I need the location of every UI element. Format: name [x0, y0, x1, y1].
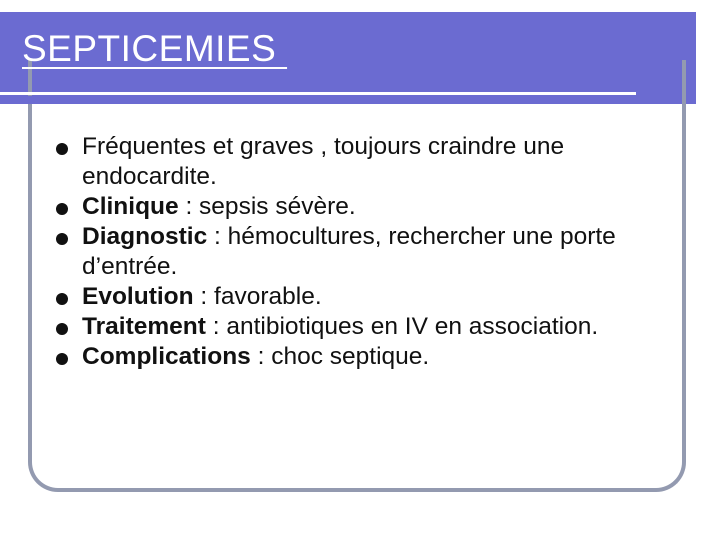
bullet-text: : sepsis sévère. [178, 193, 356, 220]
title-rule [0, 92, 636, 95]
title-rule-shadow [0, 96, 636, 104]
bullet-item [56, 192, 686, 222]
bullet-keyword: Diagnostic [82, 223, 208, 250]
bullet-keyword: Clinique [82, 193, 179, 220]
bullet-item [56, 312, 686, 342]
bullet-item [56, 342, 686, 372]
bullet-text: : hémocultures, rechercher une porte d’entrée. [82, 223, 616, 280]
bullet-keyword: Traitement [82, 313, 206, 340]
bullet-keyword: Complications [82, 343, 251, 370]
bullet-keyword: Evolution [82, 283, 194, 310]
bullet-item [56, 282, 686, 312]
bullet-dot-icon [56, 353, 68, 365]
bullet-text: : favorable. [193, 283, 322, 310]
slide-title: SEPTICEMIES [22, 28, 288, 69]
bullet-dot-icon [56, 203, 68, 215]
bullet-dot-icon [56, 233, 68, 245]
bullet-text: : choc septique. [250, 343, 430, 370]
bullet-item [56, 132, 686, 192]
bullet-text: : antibiotiques en IV en association. [205, 313, 599, 340]
bullet-list [56, 132, 686, 372]
bullet-item [56, 222, 686, 282]
bullet-dot-icon [56, 323, 68, 335]
bullet-text: Fréquentes et graves , toujours craindre une endocardite. [82, 133, 565, 190]
bullet-dot-icon [56, 143, 68, 155]
bullet-dot-icon [56, 293, 68, 305]
